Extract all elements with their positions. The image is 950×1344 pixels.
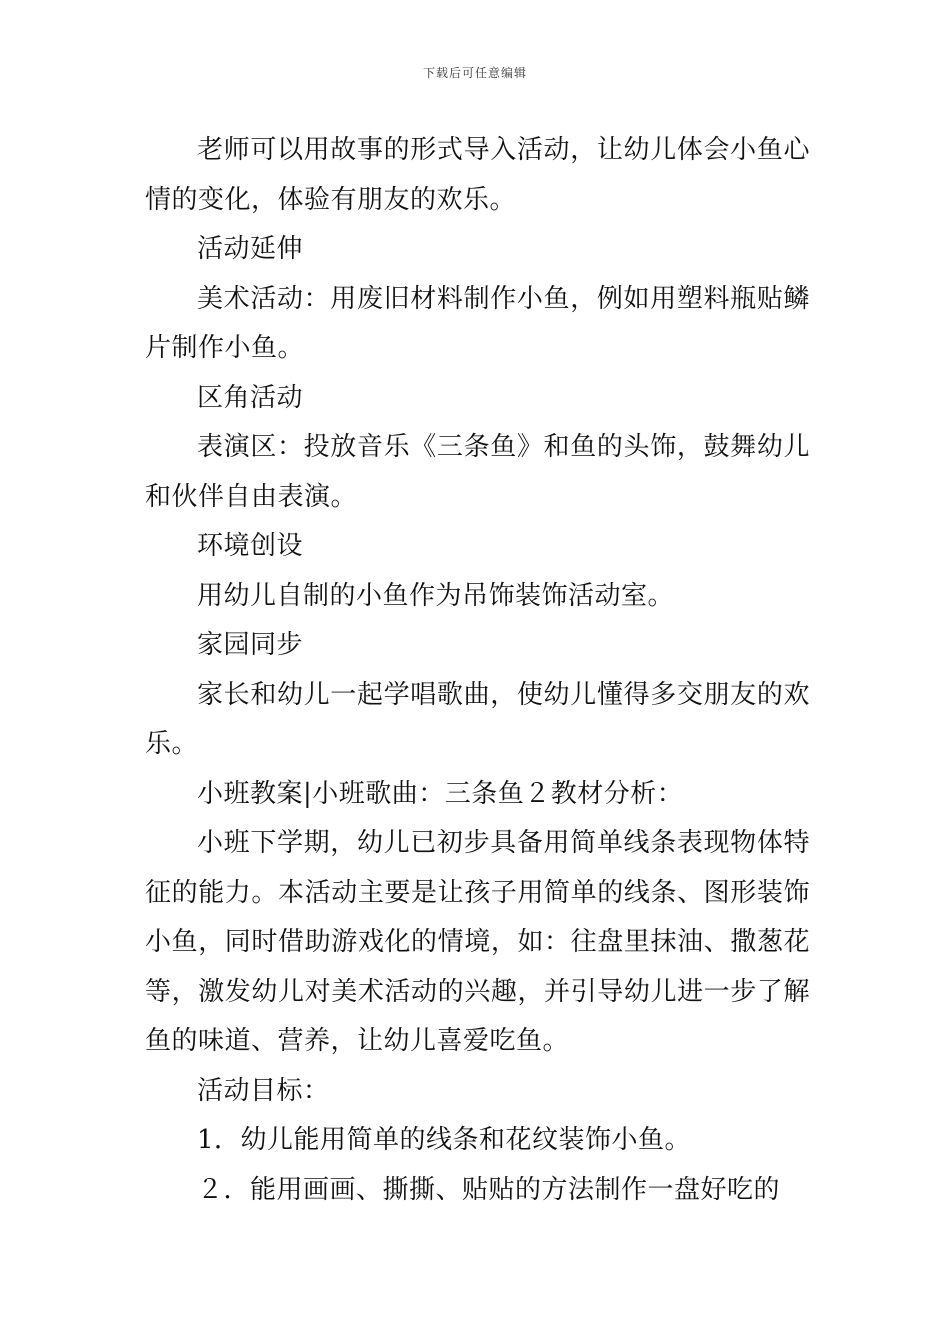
heading-environment-setup: 环境创设 (197, 531, 304, 561)
heading-activity-extension: 活动延伸 (197, 234, 304, 264)
heading-corner-activity: 区角活动 (197, 382, 304, 413)
paragraph-performance-area: 表演区：投放音乐《三条鱼》和鱼的头饰，鼓舞幼儿和伙伴自由表演。 (145, 432, 810, 512)
paragraph-environment: 用幼儿自制的小鱼作为吊饰装饰活动室。 (197, 580, 675, 611)
heading-activity-goals: 活动目标： (197, 1075, 330, 1106)
paragraph-intro: 老师可以用故事的形式导入活动，让幼儿体会小鱼心情的变化，体验有朋友的欢乐。 (145, 135, 810, 215)
heading-lesson-plan: 小班教案|小班歌曲：三条鱼２教材分析： (197, 778, 684, 809)
page-header-note: 下载后可任意编辑 (422, 66, 527, 80)
paragraph-material-analysis: 小班下学期，幼儿已初步具备用简单线条表现物体特征的能力。本活动主要是让孩子用简单的线条、图形装饰小鱼，同时借助游戏化的情境，如：往盘里抹油、撒葱花等，激发幼儿对美术活动的兴趣，并引导幼儿进一步了解鱼的味道、营养，让幼儿喜爱吃鱼。 (145, 828, 810, 1056)
paragraph-home-school: 家长和幼儿一起学唱歌曲，使幼儿懂得多交朋友的欢乐。 (145, 679, 810, 759)
heading-home-school: 家园同步 (197, 630, 304, 660)
document-body (145, 126, 810, 1215)
goal-item-2: ２．能用画画、撕撕、贴贴的方法制作一盘好吃的 (197, 1174, 781, 1205)
paragraph-art-activity: 美术活动：用废旧材料制作小鱼，例如用塑料瓶贴鳞片制作小鱼。 (145, 283, 810, 363)
goal-item-1: 1．幼儿能用简单的线条和花纹装饰小鱼。 (197, 1125, 692, 1155)
